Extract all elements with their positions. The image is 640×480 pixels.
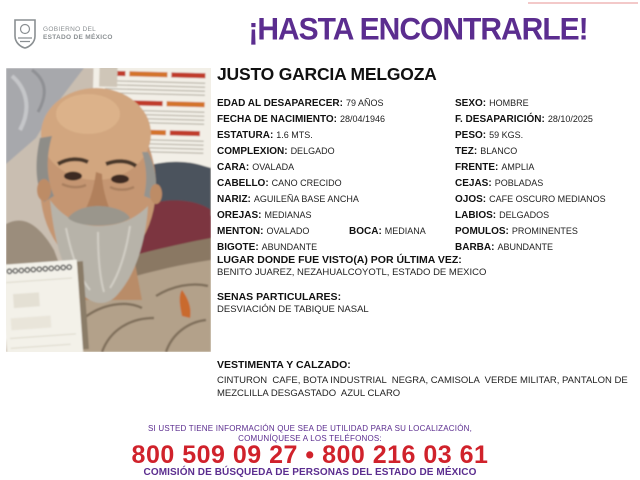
field-row — [217, 206, 385, 222]
field-value: AGUILEÑA BASE ANCHA — [253, 194, 359, 204]
field-label: LABIOS: — [455, 210, 497, 221]
field-value: ABUNDANTE — [497, 242, 553, 252]
footer-info-line1: SI USTED TIENE INFORMACIÓN QUE SEA DE UTILIDAD PARA SU LOCALIZACIÓN, — [147, 424, 473, 433]
decorative-strip — [528, 2, 638, 4]
field-label: MENTON: — [217, 226, 264, 237]
field-value: MEDIANA — [384, 226, 426, 236]
field-value: PROMINENTES — [511, 226, 578, 236]
field-value: 28/10/2025 — [547, 114, 593, 124]
field-row — [455, 190, 606, 206]
field-label: NARIZ: — [217, 194, 251, 205]
field-row — [455, 206, 606, 222]
field-label: FRENTE: — [455, 162, 499, 173]
field-label: POMULOS: — [455, 226, 509, 237]
organization-name: COMISIÓN DE BÚSQUEDA DE PERSONAS DEL ESTADO DE MÉXICO — [143, 467, 477, 478]
field-value: HOMBRE — [489, 98, 529, 108]
field-row — [217, 126, 385, 142]
coat-of-arms-icon — [13, 19, 37, 49]
field-row-boca — [349, 222, 426, 238]
field-row — [455, 158, 606, 174]
field-value: 28/04/1946 — [340, 114, 386, 124]
fields-column-right — [455, 94, 606, 254]
field-value: OVALADO — [266, 226, 310, 236]
field-row — [455, 142, 606, 158]
field-value: BLANCO — [480, 146, 518, 156]
field-label: CEJAS: — [455, 178, 492, 189]
field-label: BOCA: — [349, 226, 382, 237]
last-seen-label: LUGAR DONDE FUE VISTO(A) POR ÚLTIMA VEZ: — [217, 254, 462, 266]
person-photo — [6, 68, 211, 352]
field-label: CARA: — [217, 162, 250, 173]
field-row — [217, 190, 385, 206]
person-photo-illustration — [6, 68, 211, 352]
senas-particulares-section — [217, 291, 631, 316]
field-label: OJOS: — [455, 194, 487, 205]
senas-label: SENAS PARTICULARES: — [217, 291, 342, 303]
field-row — [217, 142, 385, 158]
field-label: SEXO: — [455, 98, 487, 109]
last-seen-section — [217, 254, 631, 279]
field-row — [217, 238, 385, 254]
vestimenta-label: VESTIMENTA Y CALZADO: — [217, 359, 351, 371]
field-label: COMPLEXION: — [217, 146, 288, 157]
vestimenta-section — [217, 359, 631, 400]
field-row — [455, 238, 606, 254]
field-row — [455, 222, 606, 238]
logo-line1: GOBIERNO DEL — [43, 26, 97, 33]
field-label: CABELLO: — [217, 178, 269, 189]
field-value: OVALADA — [252, 162, 295, 172]
senas-value: DESVIACIÓN DE TABIQUE NASAL — [217, 304, 369, 315]
field-row — [455, 126, 606, 142]
field-label: ESTATURA: — [217, 130, 274, 141]
field-row — [455, 174, 606, 190]
field-label: EDAD AL DESAPARECER: — [217, 98, 343, 109]
logo-line2: ESTADO DE MÉXICO — [43, 34, 113, 41]
field-label: F. DESAPARICIÓN: — [455, 114, 545, 125]
field-label: TEZ: — [455, 146, 478, 157]
field-value: DELGADO — [290, 146, 335, 156]
field-row — [217, 94, 385, 110]
field-row — [455, 94, 606, 110]
field-value: 59 KGS. — [489, 130, 524, 140]
estado-de-mexico-logo — [13, 19, 113, 49]
person-name: JUSTO GARCIA MELGOZA — [217, 64, 437, 84]
last-seen-value: BENITO JUAREZ, NEZAHUALCOYOTL, ESTADO DE MEXICO — [217, 267, 487, 278]
field-label: BARBA: — [455, 242, 495, 253]
field-label: BIGOTE: — [217, 242, 259, 253]
field-value: DELGADOS — [499, 210, 550, 220]
field-row — [455, 110, 606, 126]
field-label: PESO: — [455, 130, 487, 141]
field-row — [217, 174, 385, 190]
field-row — [217, 158, 385, 174]
field-value: CAFE OSCURO MEDIANOS — [489, 194, 606, 204]
field-value: AMPLIA — [501, 162, 535, 172]
field-value: 1.6 MTS. — [276, 130, 313, 140]
field-value: 79 AÑOS — [345, 98, 384, 108]
info-panel — [215, 60, 637, 399]
vestimenta-value: CINTURON CAFE, BOTA INDUSTRIAL NEGRA, CAMISOLA VERDE MILITAR, PANTALON DE MEZCLILLA DESGASTADO AZUL CLARO — [217, 375, 631, 399]
field-label: OREJAS: — [217, 210, 262, 221]
field-row — [217, 110, 385, 126]
field-value: MEDIANAS — [264, 210, 312, 220]
phone-numbers: 800 509 09 27 • 800 216 03 61 — [131, 441, 489, 469]
field-value: ABUNDANTE — [261, 242, 318, 252]
logo-text — [43, 26, 113, 42]
field-label: FECHA DE NACIMIENTO: — [217, 114, 337, 125]
field-value: POBLADAS — [494, 178, 544, 188]
footer-info-line2: COMUNÍQUESE A LOS TELÉFONOS: — [238, 434, 382, 443]
field-value: CANO CRECIDO — [271, 178, 342, 188]
poster-title: ¡HASTA ENCONTRARLE! — [248, 12, 588, 47]
